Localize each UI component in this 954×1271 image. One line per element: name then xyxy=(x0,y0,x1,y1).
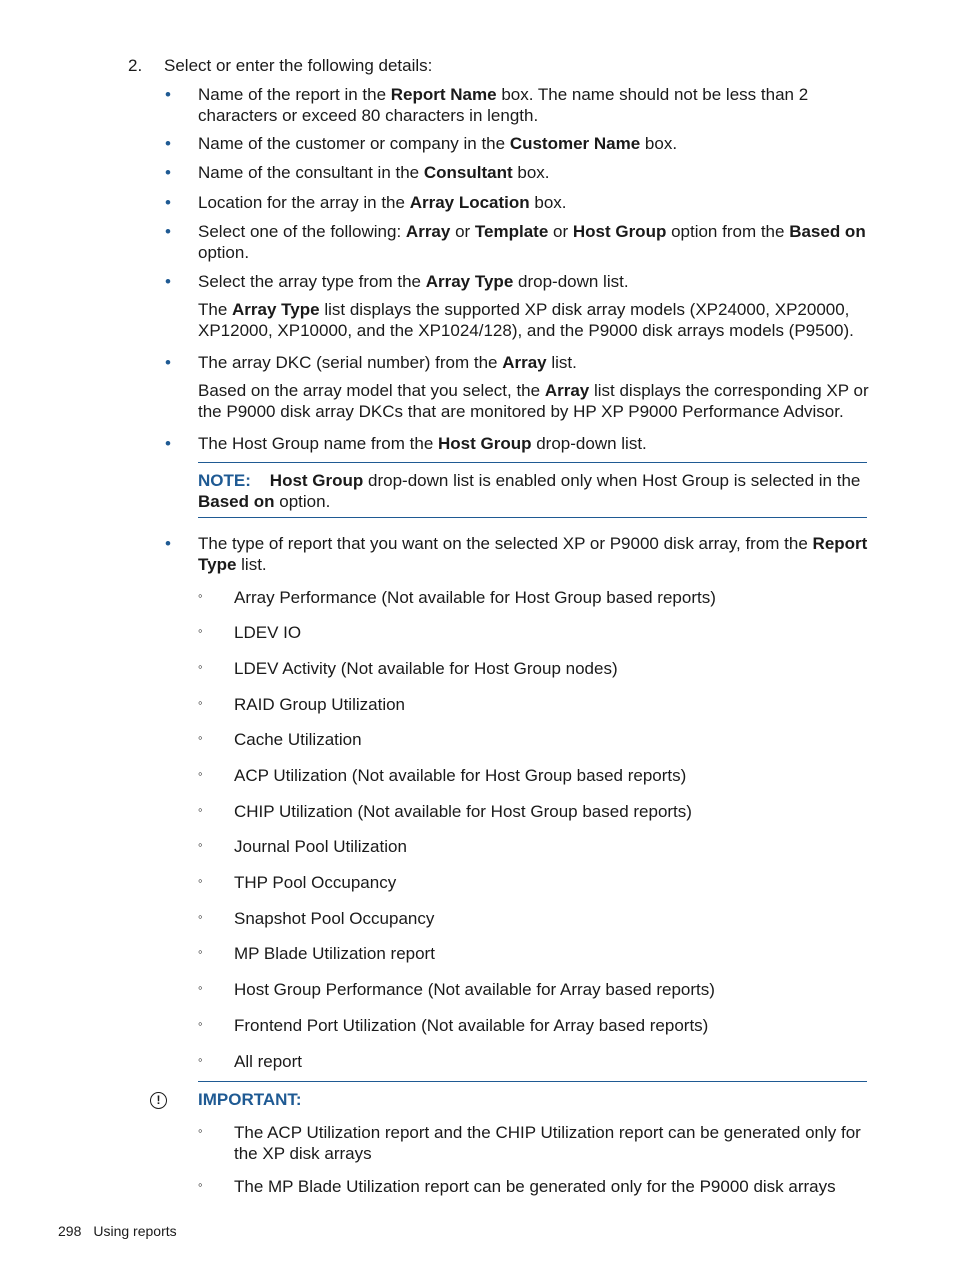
text: box. xyxy=(512,163,550,182)
list-item-text: LDEV IO xyxy=(234,623,302,642)
ui-term: Host Group xyxy=(438,434,532,453)
page-footer xyxy=(58,1222,177,1240)
bullet-icon: • xyxy=(165,134,171,153)
text: The xyxy=(198,300,233,319)
ui-term: Customer Name xyxy=(509,134,641,153)
text: drop-down list. xyxy=(513,272,629,291)
circle-bullet-icon: ◦ xyxy=(198,1177,203,1192)
text: list. xyxy=(546,353,577,372)
list-item-text: Array Performance (Not available for Host Group based reports) xyxy=(234,588,716,607)
text: The array DKC (serial number) from the xyxy=(198,353,503,372)
circle-bullet-icon: ◦ xyxy=(198,1016,203,1031)
circle-bullet-icon: ◦ xyxy=(198,837,203,852)
text: box. The name should not be less than 2 characters or exceed 80 characters in length. xyxy=(198,85,809,125)
ui-term: Host Group xyxy=(572,222,667,241)
list-item-text: THP Pool Occupancy xyxy=(234,873,397,892)
list-item-text: RAID Group Utilization xyxy=(234,695,406,714)
ui-term: Based on xyxy=(789,222,866,241)
text: drop-down list. xyxy=(531,434,647,453)
text: The Host Group name from the xyxy=(198,434,438,453)
circle-bullet-icon: ◦ xyxy=(198,766,203,781)
text: Select the array type from the xyxy=(198,272,426,291)
ui-term: Template xyxy=(474,222,549,241)
list-item-text: Snapshot Pool Occupancy xyxy=(234,909,435,928)
bullet-icon: • xyxy=(165,163,171,182)
ui-term: Array Location xyxy=(409,193,530,212)
circle-bullet-icon: ◦ xyxy=(198,909,203,924)
ui-term: Consultant xyxy=(423,163,513,182)
bullet-icon: • xyxy=(165,434,171,453)
list-item-text: Journal Pool Utilization xyxy=(234,837,407,856)
bullet-icon: • xyxy=(165,272,171,291)
list-item-text: Cache Utilization xyxy=(234,730,362,749)
text: or xyxy=(548,222,573,241)
circle-bullet-icon: ◦ xyxy=(198,659,203,674)
important-top-rule xyxy=(198,1081,867,1082)
list-item-text: MP Blade Utilization report xyxy=(234,944,435,963)
circle-bullet-icon: ◦ xyxy=(198,980,203,995)
note-top-rule xyxy=(198,462,867,463)
note-bottom-rule xyxy=(198,517,867,518)
bullet-icon: • xyxy=(165,353,171,372)
text: list displays the corresponding XP or the P9000 disk array DKCs that are monitored by HP XP P9000 Performance Advisor. xyxy=(198,381,869,421)
ui-term: Array xyxy=(502,353,547,372)
bullet-icon: • xyxy=(165,222,171,241)
ui-term: Array xyxy=(405,222,451,241)
text: Name of the consultant in the xyxy=(198,163,424,182)
page-number: 298 xyxy=(58,1223,82,1239)
section-title: Using reports xyxy=(93,1223,177,1239)
note xyxy=(198,470,870,512)
step-number: 2. xyxy=(128,56,143,75)
text: Name of the customer or company in the xyxy=(198,134,510,153)
text: list. xyxy=(236,555,267,574)
ui-term: Report Type xyxy=(198,534,868,574)
important-icon: ! xyxy=(150,1092,167,1109)
text: or xyxy=(450,222,475,241)
note-label: NOTE: xyxy=(198,471,251,490)
text: option. xyxy=(198,243,250,262)
step-2 xyxy=(128,55,432,76)
text: The type of report that you want on the selected XP or P9000 disk array, from the xyxy=(198,534,813,553)
ui-term: Array Type xyxy=(232,300,320,319)
list-item-text: CHIP Utilization (Not available for Host Group based reports) xyxy=(234,802,692,821)
circle-bullet-icon: ◦ xyxy=(198,695,203,710)
array-description xyxy=(198,380,870,422)
list-item-text: The MP Blade Utilization report can be generated only for the P9000 disk arrays xyxy=(234,1177,836,1196)
text: option. xyxy=(274,492,331,511)
array-type-description xyxy=(198,299,870,341)
bullet-icon: • xyxy=(165,193,171,212)
circle-bullet-icon: ◦ xyxy=(198,623,203,638)
text: option from the xyxy=(666,222,790,241)
circle-bullet-icon: ◦ xyxy=(198,730,203,745)
text: Name of the report in the xyxy=(198,85,391,104)
text: box. xyxy=(640,134,678,153)
ui-term: Report Name xyxy=(390,85,497,104)
list-item-text: Host Group Performance (Not available for Array based reports) xyxy=(234,980,715,999)
important-label: IMPORTANT: xyxy=(198,1090,302,1109)
circle-bullet-icon: ◦ xyxy=(198,873,203,888)
circle-bullet-icon: ◦ xyxy=(198,588,203,603)
step-text: Select or enter the following details: xyxy=(164,56,433,75)
list-item-text: LDEV Activity (Not available for Host Group nodes) xyxy=(234,659,618,678)
text: list displays the supported XP disk array models (XP24000, XP20000, XP12000, XP10000, and the XP1024/128), and the P9000 disk arrays models (P9500). xyxy=(198,300,854,340)
circle-bullet-icon: ◦ xyxy=(198,802,203,817)
text: box. xyxy=(529,193,567,212)
text: drop-down list is enabled only when Host Group is selected in the xyxy=(363,471,861,490)
text: Select one of the following: xyxy=(198,222,406,241)
ui-term: Based on xyxy=(198,492,275,511)
text: Location for the array in the xyxy=(198,193,410,212)
text: Based on the array model that you select, the xyxy=(198,381,545,400)
list-item-text: Frontend Port Utilization (Not available for Array based reports) xyxy=(234,1016,709,1035)
list-item-text: All report xyxy=(234,1052,303,1071)
ui-term: Array Type xyxy=(425,272,514,291)
list-item-text: The ACP Utilization report and the CHIP Utilization report can be generated only for the XP disk arrays xyxy=(234,1123,861,1163)
circle-bullet-icon: ◦ xyxy=(198,1123,203,1138)
bullet-icon: • xyxy=(165,534,171,553)
list-item-text: ACP Utilization (Not available for Host Group based reports) xyxy=(234,766,687,785)
circle-bullet-icon: ◦ xyxy=(198,1052,203,1067)
ui-term: Host Group xyxy=(269,471,364,490)
ui-term: Array xyxy=(544,381,590,400)
bullet-icon: • xyxy=(165,85,171,104)
circle-bullet-icon: ◦ xyxy=(198,944,203,959)
